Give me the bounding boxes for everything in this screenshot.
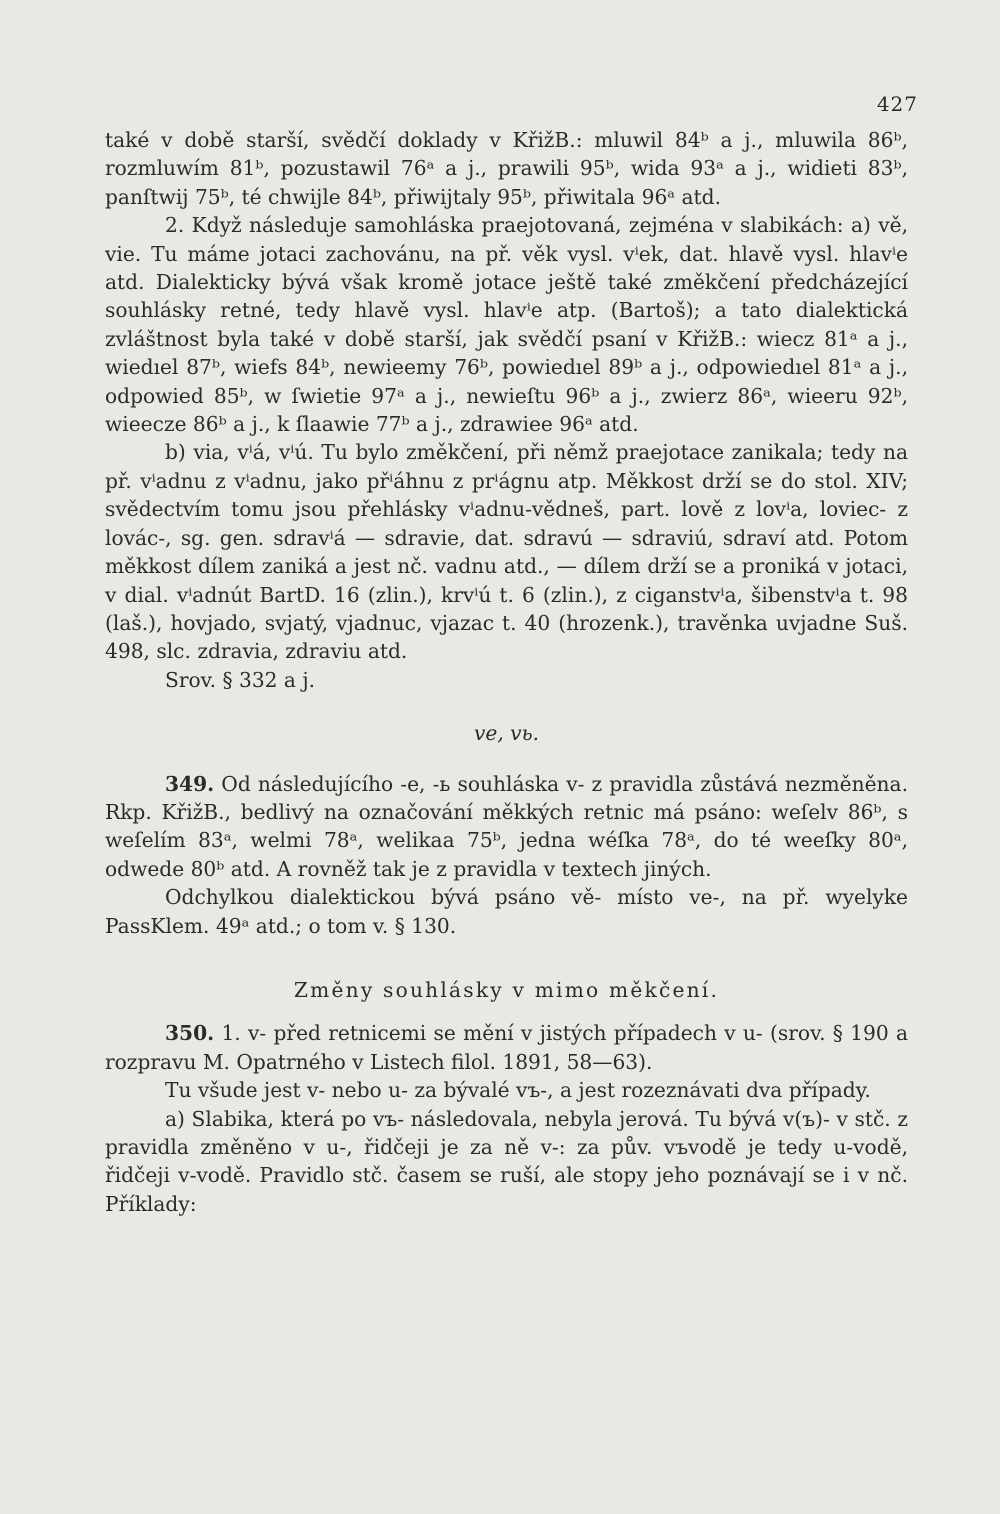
paragraph-349-number: 349.: [165, 771, 215, 796]
paragraph-350b: Tu všude jest v- nebo u- za bývalé vъ-, a jest rozeznávati dva případy.: [165, 1078, 871, 1103]
paragraph-350c: a) Slabika, která po vъ- následovala, nebyla jerová. Tu bývá v(ъ)- v stč. z pravidla změněno v u-, řidčeji je za ně v-: za pův. vъvodě je tedy u-vodě, řidčeji v-vodě. Pravidlo stč. časem se ruší, ale stopy jeho poznávají se i v nč. Příklady:: [105, 1106, 908, 1216]
paragraph-srov: Srov. § 332 a j.: [165, 667, 316, 692]
page-number: 427: [876, 92, 918, 116]
paragraph-349b: Odchylkou dialektickou bývá psáno vě- místo ve-, na př. wyelyke PassKlem. 49ᵃ atd.; o tom v. § 130.: [105, 885, 908, 938]
section-heading: Změny souhlásky v mimo měkčení.: [293, 977, 720, 1002]
paragraph-349-text: Od následujícího -e, -ь souhláska v- z pravidla zůstává nezměněna. Rkp. KřižB., bedlivý na označování měkkých retnic má psáno: weſelv 86ᵇ, s weſelím 83ᵃ, welmi 78ᵃ, welikaa 75ᵇ, jedna wéſka 78ᵃ, do té weeſky 80ᵃ, odwede 80ᵇ atd. A rovněž tak je z pravidla v textech jiných.: [105, 771, 908, 881]
paragraph-350-text: 1. v- před retnicemi se mění v jistých případech v u- (srov. § 190 a rozpravu M. Opatrného v Listech filol. 1891, 58—63).: [105, 1021, 908, 1074]
paragraph-349: [105, 770, 908, 884]
paragraph-jotation: 2. Když následuje samohláska praejotovaná, zejména v slabikách: a) vě, vie. Tu máme jotaci zachovánu, na př. věk vysl. vⁱek, dat. hlavě vysl. hlavⁱe atd. Dialekticky bývá však kromě jotace ještě také změkčení předcházející souhlásky retné, tedy hlavě vysl. hlavⁱe atp. (Bartoš); a tato dialektická zvláštnost byla také v době starší, jak svědčí psaní v KřižB.: wiecz 81ᵃ a j., wiedıel 87ᵇ, wiefs 84ᵇ, newieemy 76ᵇ, powiedıel 89ᵇ a j., odpowiedıel 81ᵃ a j., odpowied 85ᵇ, w ſwietie 97ᵃ a j., newieſtu 96ᵇ a j., zwierz 86ᵃ, wieeru 92ᵇ, wieecze 86ᵇ a j., k ſlaawie 77ᵇ a j., zdrawiee 96ᵃ atd.: [105, 213, 908, 437]
paragraph-350: [105, 1019, 908, 1076]
heading-ve: ve, vь.: [474, 721, 539, 746]
paragraph-350-number: 350.: [165, 1021, 215, 1046]
paragraph-continuation: také v době starší, svědčí doklady v KřižB.: mluwil 84ᵇ a j., mluwila 86ᵇ, rozmluwím 81ᵇ, pozustawil 76ᵃ a j., prawili 95ᵇ, wida 93ᵃ a j., widieti 83ᵇ, panſtwij 75ᵇ, té chwijle 84ᵇ, přiwijtaly 95ᵇ, přiwitala 96ᵃ atd.: [105, 128, 908, 209]
page-body: [105, 126, 908, 1218]
paragraph-via: b) via, vⁱá, vⁱú. Tu bylo změkčení, při němž praejotace zanikala; tedy na př. vⁱadnu z vⁱadnu, jako přⁱáhnu z prⁱágnu atp. Měkkost drží se do stol. XIV; svědectvím tomu jsou přehlásky vⁱadnu-vědneš, part. lově z lovⁱa, loviec- z lovác-, sg. gen. sdravⁱá — sdravie, dat. sdravú — sdraviú, sdraví atd. Potom měkkost dílem zaniká a jest nč. vadnu atd., — dílem drží se a proniká v jotaci, v dial. vⁱadnút BartD. 16 (zlin.), krvⁱú t. 6 (zlin.), z ciganstvⁱa, šibenstvⁱa t. 98 (laš.), hovjado, svjatý, vjadnuc, vjazac t. 40 (hrozenk.), travěnka uvjadne Suš. 498, slc. zdravia, zdraviu atd.: [105, 440, 908, 664]
